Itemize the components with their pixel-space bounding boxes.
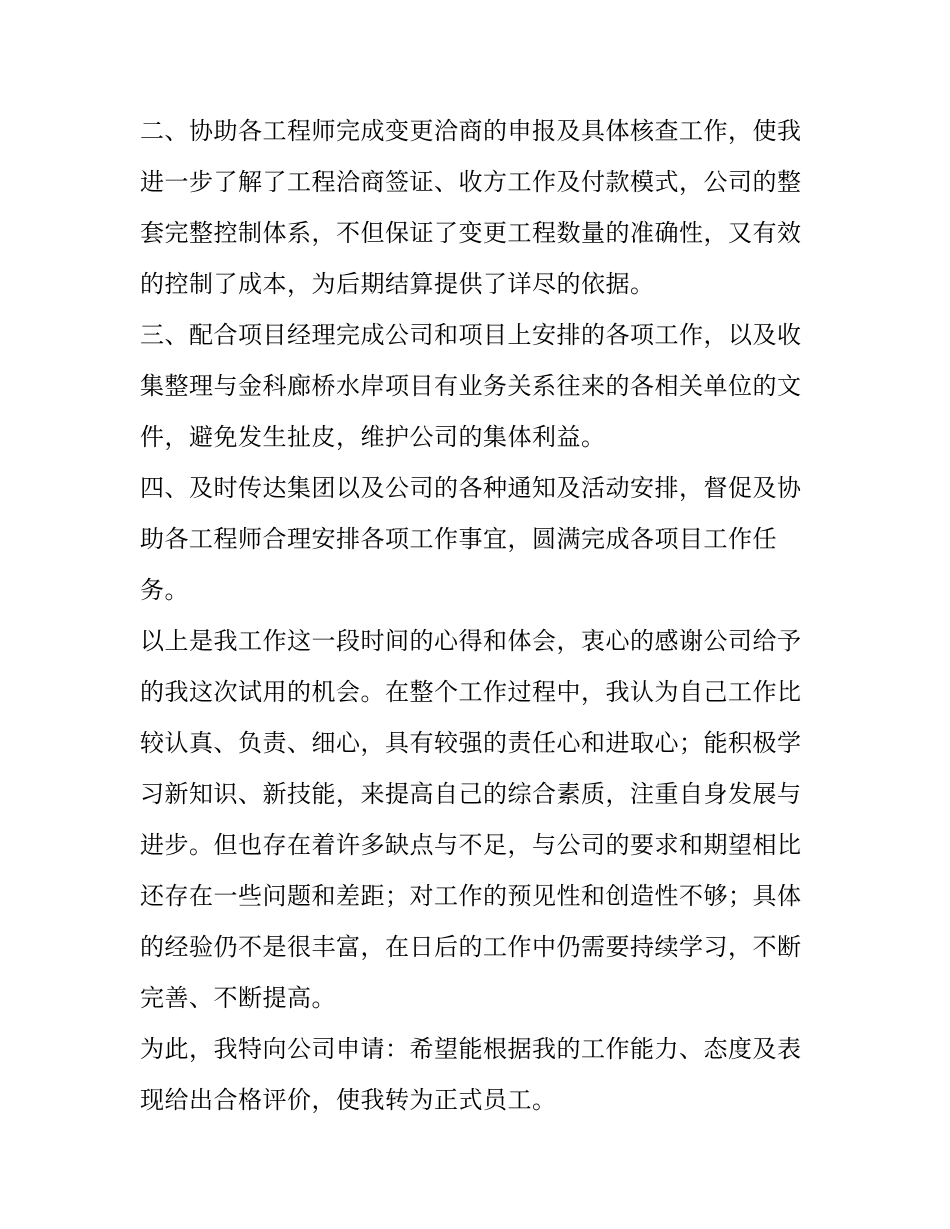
text-line: 二、协助各工程师完成变更洽商的申报及具体核查工作，使我 bbox=[140, 117, 802, 145]
text-line: 较认真、负责、细心，具有较强的责任心和进取心；能积极学 bbox=[140, 729, 802, 757]
text-line: 现给出合格评价，使我转为正式员工。 bbox=[140, 1086, 557, 1114]
text-line: 完善、不断提高。 bbox=[140, 984, 336, 1012]
text-line: 进一步了解了工程洽商签证、收方工作及付款模式，公司的整 bbox=[140, 168, 802, 196]
text-line: 三、配合项目经理完成公司和项目上安排的各项工作，以及收 bbox=[140, 321, 802, 349]
text-line: 助各工程师合理安排各项工作事宜，圆满完成各项目工作任 bbox=[140, 525, 777, 553]
text-line: 的经验仍不是很丰富，在日后的工作中仍需要持续学习，不断 bbox=[140, 933, 802, 961]
text-line: 套完整控制体系，不但保证了变更工程数量的准确性，又有效 bbox=[140, 219, 802, 247]
text-line: 以上是我工作这一段时间的心得和体会，衷心的感谢公司给予 bbox=[140, 627, 802, 655]
text-line: 进步。但也存在着许多缺点与不足，与公司的要求和期望相比 bbox=[140, 831, 802, 859]
text-line: 为此，我特向公司申请：希望能根据我的工作能力、态度及表 bbox=[140, 1035, 802, 1063]
text-line: 习新知识、新技能，来提高自己的综合素质，注重自身发展与 bbox=[140, 780, 802, 808]
text-line: 务。 bbox=[140, 576, 189, 604]
text-line: 件，避免发生扯皮，维护公司的集体利益。 bbox=[140, 423, 606, 451]
text-line: 集整理与金科廊桥水岸项目有业务关系往来的各相关单位的文 bbox=[140, 372, 802, 400]
text-line: 还存在一些问题和差距；对工作的预见性和创造性不够；具体 bbox=[140, 882, 802, 910]
text-line: 四、及时传达集团以及公司的各种通知及活动安排，督促及协 bbox=[140, 474, 802, 502]
text-line: 的控制了成本，为后期结算提供了详尽的依据。 bbox=[140, 270, 655, 298]
document-body bbox=[140, 106, 820, 1126]
text-line: 的我这次试用的机会。在整个工作过程中，我认为自己工作比 bbox=[140, 678, 802, 706]
